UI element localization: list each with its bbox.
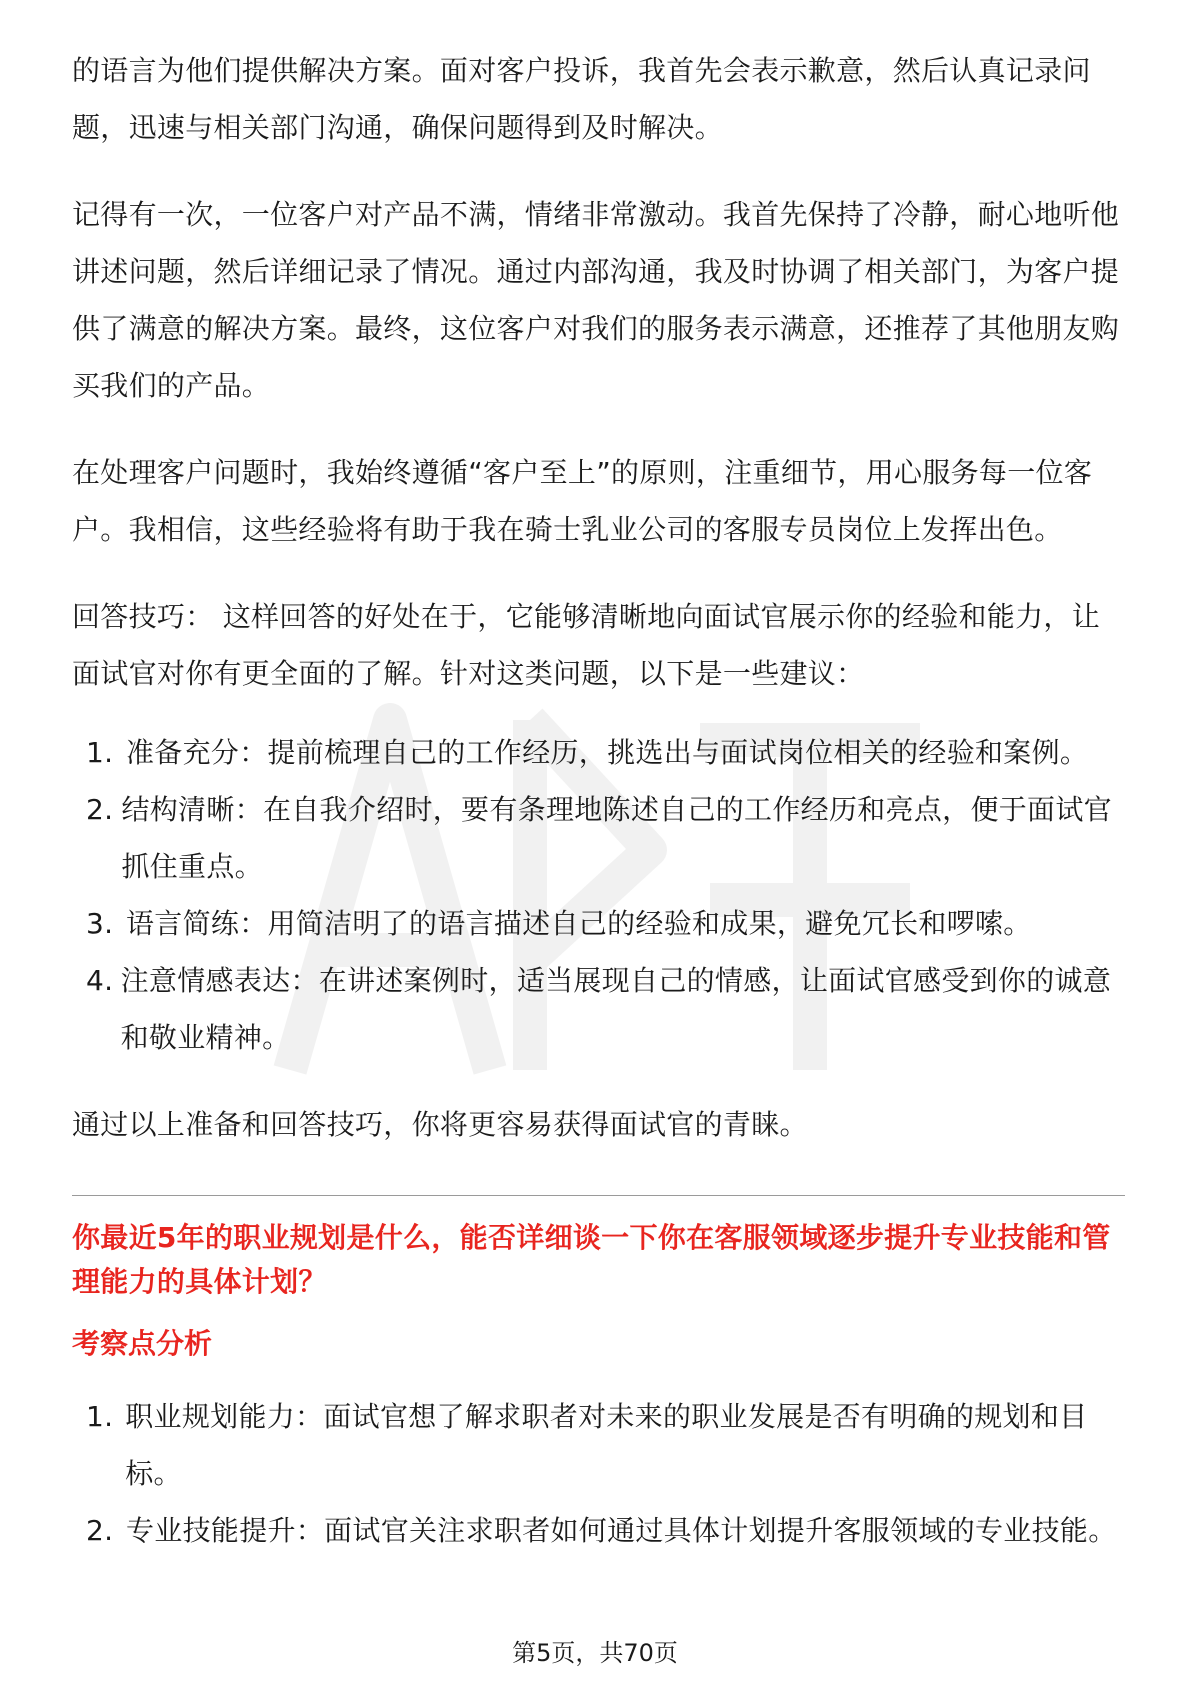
list-item (72, 1502, 1125, 1559)
document-page (72, 42, 1125, 1589)
list-number: 2. (86, 1514, 114, 1547)
list-item-text: 注意情感表达：在讲述案例时，适当展现自己的情感，让面试官感受到你的诚意和敬业精神。 (120, 964, 1112, 1054)
interview-question: 你最近5年的职业规划是什么，能否详细谈一下你在客服领域逐步提升专业技能和管理能力的具体计划？ (72, 1221, 1111, 1298)
list-item (72, 1388, 1125, 1502)
paragraph-3: 在处理客户问题时，我始终遵循“客户至上”的原则，注重细节，用心服务每一位客户。我相信，这些经验将有助于我在骑士乳业公司的客服专员岗位上发挥出色。 (72, 456, 1093, 546)
paragraph-1: 的语言为他们提供解决方案。面对客户投诉，我首先会表示歉意，然后认真记录问题，迅速与相关部门沟通，确保问题得到及时解决。 (72, 54, 1091, 144)
list-item (72, 895, 1125, 952)
list-item (72, 724, 1125, 781)
list-item-text: 专业技能提升：面试官关注求职者如何通过具体计划提升客服领域的专业技能。 (126, 1514, 1117, 1547)
paragraph-2: 记得有一次，一位客户对产品不满，情绪非常激动。我首先保持了冷静，耐心地听他讲述问题，然后详细记录了情况。通过内部沟通，我及时协调了相关部门，为客户提供了满意的解决方案。最终，这位客户对我们的服务表示满意，还推荐了其他朋友购买我们的产品。 (72, 198, 1120, 402)
list-item-text: 职业规划能力：面试官想了解求职者对未来的职业发展是否有明确的规划和目标。 (125, 1400, 1088, 1490)
list-number: 3. (86, 907, 114, 940)
answer-tips-paragraph: 回答技巧： 这样回答的好处在于，它能够清晰地向面试官展示你的经验和能力，让面试官对你有更全面的了解。针对这类问题，以下是一些建议： (72, 600, 1101, 690)
analysis-list (72, 1388, 1125, 1559)
tips-list (72, 724, 1125, 1066)
list-item-text: 结构清晰：在自我介绍时，要有条理地陈述自己的工作经历和亮点，便于面试官抓住重点。 (121, 793, 1112, 883)
list-item (72, 781, 1125, 895)
list-number: 2. (86, 793, 114, 826)
section-divider (72, 1195, 1125, 1196)
list-item (72, 952, 1125, 1066)
list-item-text: 语言简练：用简洁明了的语言描述自己的经验和成果，避免冗长和啰嗦。 (126, 907, 1032, 940)
list-number: 1. (86, 736, 114, 769)
page-footer: 第5页，共70页 (512, 1639, 678, 1667)
list-number: 1. (86, 1400, 114, 1433)
list-number: 4. (86, 964, 114, 997)
analysis-heading: 考察点分析 (72, 1327, 213, 1360)
closing-paragraph: 通过以上准备和回答技巧，你将更容易获得面试官的青睐。 (72, 1108, 808, 1141)
list-item-text: 准备充分：提前梳理自己的工作经历，挑选出与面试岗位相关的经验和案例。 (126, 736, 1089, 769)
